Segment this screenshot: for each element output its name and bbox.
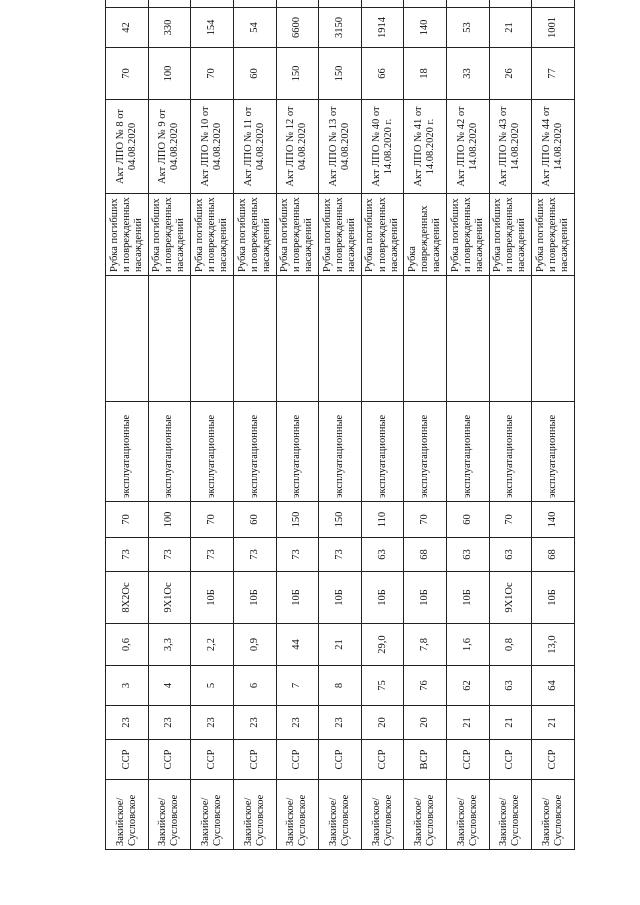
cell-vydel: 7 [276,666,319,706]
cell-age: 73 [106,538,149,572]
cell-blank [276,276,319,402]
cell-purpose: эксплуатационные [532,402,575,502]
cell-area: 2,2 [191,624,234,666]
cell-composition: 10Б [191,572,234,624]
cell-volume: 150 [276,502,319,538]
cell-age: 63 [361,538,404,572]
cell-cutting-type: Рубка погибших и поврежденных насаждений [319,194,362,276]
cell-purpose: эксплуатационные [404,402,447,502]
cell-liquid-volume [404,0,447,8]
cell-area: 1,6 [447,624,490,666]
cell-blank [148,276,191,402]
cell-kvartal: 23 [276,706,319,740]
cell-kvartal: 23 [148,706,191,740]
cell-blank [106,276,149,402]
cell-composition: 10Б [532,572,575,624]
cell-age: 68 [404,538,447,572]
table-row [447,0,490,850]
table-row [532,0,575,850]
cell-purpose: эксплуатационные [191,402,234,502]
cell-act: Акт ЛПО № 8 от 04.08.2020 [106,100,149,194]
cell-lesnichestvo: Закийское/ Сусловское [106,780,149,850]
cell-volume: 140 [532,502,575,538]
cell-kvartal: 23 [319,706,362,740]
cell-age: 68 [532,538,575,572]
cell-vydel: 8 [319,666,362,706]
cell-composition: 10Б [447,572,490,624]
cell-category: ССР [447,740,490,780]
cell-area: 3,3 [148,624,191,666]
cell-kvartal: 23 [191,706,234,740]
cell-liquid-volume [276,0,319,8]
cell-category: ВСР [404,740,447,780]
cell-vydel: 75 [361,666,404,706]
cell-purpose: эксплуатационные [106,402,149,502]
cell-lesnichestvo: Закийское/ Сусловское [233,780,276,850]
cell-act: Акт ЛПО № 12 от 04.08.2020 [276,100,319,194]
cell-volume: 110 [361,502,404,538]
table-row [148,0,191,850]
cell-lesnichestvo: Закийское/ Сусловское [447,780,490,850]
forest-cutting-table [105,0,575,850]
cell-cut-volume: 150 [276,48,319,100]
cell-category: ССР [361,740,404,780]
cell-area: 0,6 [106,624,149,666]
cell-total-volume: 1914 [361,8,404,48]
cell-category: ССР [276,740,319,780]
cell-lesnichestvo: Закийское/ Сусловское [489,780,532,850]
cell-area: 0,8 [489,624,532,666]
cell-cutting-type: Рубка поврежденных насаждений [404,194,447,276]
cell-volume: 60 [447,502,490,538]
cell-purpose: эксплуатационные [447,402,490,502]
cell-cut-volume: 77 [532,48,575,100]
cell-act: Акт ЛПО № 11 от 04.08.2020 [233,100,276,194]
cell-act: Акт ЛПО № 40 от 14.08.2020 г. [361,100,404,194]
cell-total-volume: 154 [191,8,234,48]
cell-vydel: 6 [233,666,276,706]
cell-blank [532,276,575,402]
cell-volume: 70 [489,502,532,538]
cell-liquid-volume [489,0,532,8]
cell-age: 73 [319,538,362,572]
table-row [191,0,234,850]
cell-total-volume: 140 [404,8,447,48]
cell-cut-volume: 100 [148,48,191,100]
cell-liquid-volume [106,0,149,8]
cell-age: 63 [489,538,532,572]
cell-cut-volume: 26 [489,48,532,100]
cell-purpose: эксплуатационные [319,402,362,502]
cell-cutting-type: Рубка погибших и поврежденных насаждений [276,194,319,276]
cell-cutting-type: Рубка погибших и поврежденных насаждений [106,194,149,276]
cell-area: 13,0 [532,624,575,666]
cell-category: ССР [319,740,362,780]
cell-total-volume: 42 [106,8,149,48]
cell-total-volume: 6600 [276,8,319,48]
cell-vydel: 76 [404,666,447,706]
cell-act: Акт ЛПО № 44 от 14.08.2020 [532,100,575,194]
cell-cut-volume: 18 [404,48,447,100]
cell-lesnichestvo: Закийское/ Сусловское [532,780,575,850]
cell-composition: 8Х2Ос [106,572,149,624]
cell-act: Акт ЛПО № 10 от 04.08.2020 [191,100,234,194]
cell-vydel: 63 [489,666,532,706]
cell-area: 7,8 [404,624,447,666]
cell-age: 73 [276,538,319,572]
cell-category: ССР [106,740,149,780]
cell-total-volume: 21 [489,8,532,48]
cell-vydel: 64 [532,666,575,706]
cell-composition: 10Б [233,572,276,624]
cell-liquid-volume [191,0,234,8]
cell-blank [489,276,532,402]
cell-kvartal: 21 [489,706,532,740]
cell-cut-volume: 150 [319,48,362,100]
cell-liquid-volume [319,0,362,8]
cell-lesnichestvo: Закийское/ Сусловское [404,780,447,850]
cell-purpose: эксплуатационные [276,402,319,502]
cell-area: 44 [276,624,319,666]
cell-lesnichestvo: Закийское/ Сусловское [361,780,404,850]
cell-vydel: 4 [148,666,191,706]
cell-category: ССР [191,740,234,780]
table-row [233,0,276,850]
cell-blank [447,276,490,402]
cell-blank [319,276,362,402]
cell-cutting-type: Рубка погибших и поврежденных насаждений [361,194,404,276]
cell-area: 0,9 [233,624,276,666]
table-row [276,0,319,850]
cell-liquid-volume [447,0,490,8]
cell-composition: 10Б [276,572,319,624]
cell-age: 63 [447,538,490,572]
cell-kvartal: 20 [404,706,447,740]
cell-vydel: 3 [106,666,149,706]
cell-composition: 9Х1Ос [489,572,532,624]
cell-purpose: эксплуатационные [489,402,532,502]
cell-vydel: 62 [447,666,490,706]
cell-kvartal: 23 [106,706,149,740]
cell-total-volume: 3150 [319,8,362,48]
cell-volume: 60 [233,502,276,538]
cell-category: ССР [532,740,575,780]
cell-area: 29,0 [361,624,404,666]
cell-composition: 9Х1Ос [148,572,191,624]
table-row [106,0,149,850]
cell-cutting-type: Рубка погибших и поврежденных насаждений [489,194,532,276]
cell-volume: 100 [148,502,191,538]
cell-total-volume: 53 [447,8,490,48]
cell-category: ССР [148,740,191,780]
cell-blank [191,276,234,402]
cell-blank [361,276,404,402]
cell-lesnichestvo: Закийское/ Сусловское [319,780,362,850]
cell-purpose: эксплуатационные [233,402,276,502]
cell-act: Акт ЛПО № 13 от 04.08.2020 [319,100,362,194]
cell-area: 21 [319,624,362,666]
table-row [361,0,404,850]
cell-act: Акт ЛПО № 41 от 14.08.2020 г. [404,100,447,194]
cell-category: ССР [233,740,276,780]
cell-kvartal: 23 [233,706,276,740]
cell-liquid-volume [361,0,404,8]
cell-purpose: эксплуатационные [361,402,404,502]
cell-kvartal: 21 [447,706,490,740]
cell-cutting-type: Рубка погибших и поврежденных насаждений [148,194,191,276]
cell-total-volume: 54 [233,8,276,48]
cell-category: ССР [489,740,532,780]
cell-volume: 150 [319,502,362,538]
table-row [489,0,532,850]
table-row [319,0,362,850]
cell-total-volume: 1001 [532,8,575,48]
cell-total-volume: 330 [148,8,191,48]
cell-cutting-type: Рубка погибших и поврежденных насаждений [191,194,234,276]
cell-liquid-volume [532,0,575,8]
cell-composition: 10Б [404,572,447,624]
cell-blank [404,276,447,402]
cell-cutting-type: Рубка погибших и поврежденных насаждений [532,194,575,276]
cell-kvartal: 21 [532,706,575,740]
cell-composition: 10Б [319,572,362,624]
cell-liquid-volume [233,0,276,8]
cell-cut-volume: 33 [447,48,490,100]
cell-cut-volume: 66 [361,48,404,100]
cell-volume: 70 [191,502,234,538]
cell-act: Акт ЛПО № 42 от 14.08.2020 [447,100,490,194]
cell-act: Акт ЛПО № 43 от 14.08.2020 [489,100,532,194]
cell-lesnichestvo: Закийское/ Сусловское [148,780,191,850]
cell-volume: 70 [106,502,149,538]
cell-cutting-type: Рубка погибших и поврежденных насаждений [233,194,276,276]
table-row [404,0,447,850]
cell-cut-volume: 70 [191,48,234,100]
cell-age: 73 [233,538,276,572]
cell-blank [233,276,276,402]
cell-lesnichestvo: Закийское/ Сусловское [191,780,234,850]
cell-age: 73 [148,538,191,572]
cell-cut-volume: 70 [106,48,149,100]
cell-vydel: 5 [191,666,234,706]
cell-act: Акт ЛПО № 9 от 04.08.2020 [148,100,191,194]
cell-cutting-type: Рубка погибших и поврежденных насаждений [447,194,490,276]
cell-cut-volume: 60 [233,48,276,100]
cell-kvartal: 20 [361,706,404,740]
cell-volume: 70 [404,502,447,538]
cell-purpose: эксплуатационные [148,402,191,502]
cell-liquid-volume [148,0,191,8]
cell-composition: 10Б [361,572,404,624]
cell-lesnichestvo: Закийское/ Сусловское [276,780,319,850]
cell-age: 73 [191,538,234,572]
